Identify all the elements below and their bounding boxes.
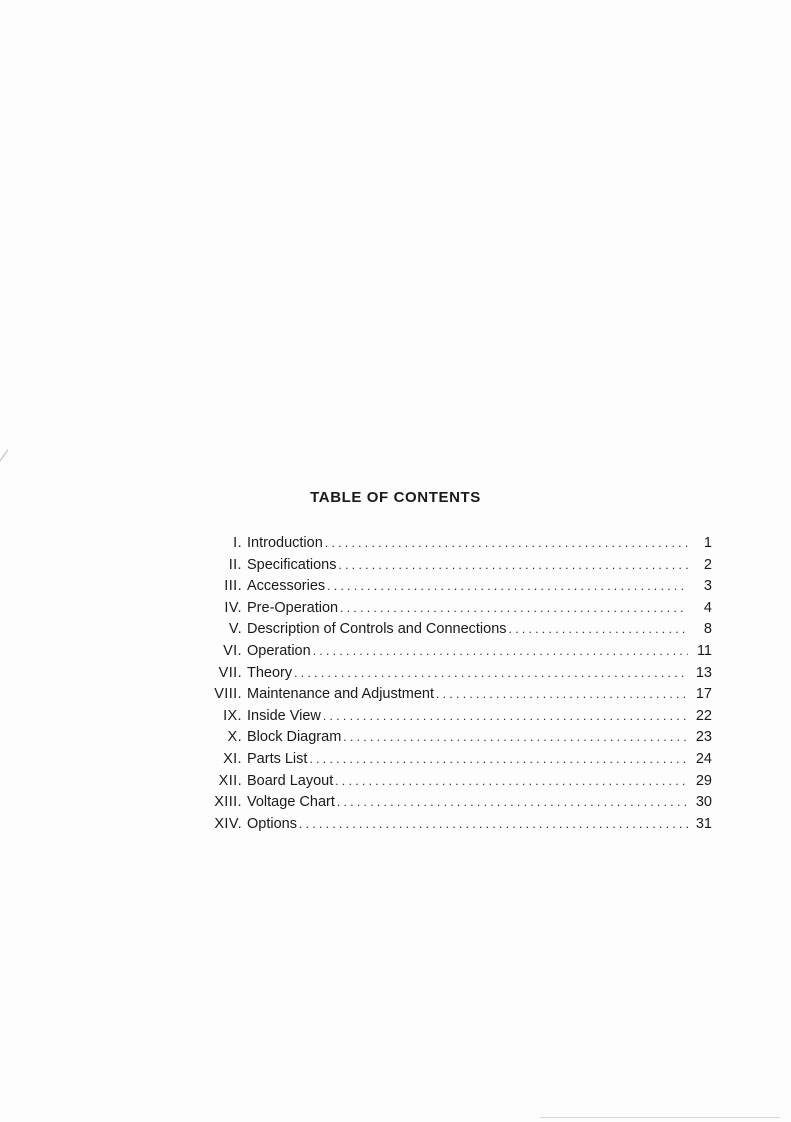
scan-artifact-mark (0, 449, 8, 463)
toc-entry-label: Theory (247, 664, 293, 681)
toc-entry-options (196, 814, 712, 836)
dot-leader (299, 814, 688, 836)
toc-entry-pre-operation (196, 598, 712, 620)
toc-entry-page: 4 (703, 599, 712, 616)
toc-entry-number: V. (228, 621, 242, 638)
dot-leader (338, 555, 688, 577)
dot-leader (337, 792, 688, 814)
dot-leader (325, 533, 688, 555)
dot-leader (343, 727, 688, 749)
toc-entry-label: Board Layout (247, 772, 334, 789)
toc-entry-page: 17 (695, 686, 712, 703)
toc-entry-page: 13 (695, 664, 712, 681)
toc-entry-label: Description of Controls and Connections (247, 621, 507, 638)
toc-list (196, 533, 712, 835)
toc-entry-page: 2 (703, 556, 712, 573)
dot-leader (313, 641, 688, 663)
toc-entry-label: Pre-Operation (247, 599, 339, 616)
toc-entry-page: 1 (703, 535, 712, 551)
dot-leader (323, 706, 688, 728)
toc-entry-label: Introduction (247, 535, 323, 551)
toc-entry-accessories (196, 576, 712, 598)
dot-leader (509, 619, 688, 641)
toc-entry-label: Accessories (247, 578, 326, 595)
toc-entry-page: 29 (695, 772, 712, 789)
toc-entry-number: VI. (223, 642, 242, 659)
toc-entry-specifications (196, 555, 712, 577)
toc-entry-label: Block Diagram (247, 729, 342, 746)
toc-entry-number: I. (233, 535, 242, 551)
toc-entry-number: XIV. (214, 815, 242, 832)
toc-entry-number: III. (224, 578, 242, 595)
dot-leader (327, 576, 688, 598)
scan-artifact-line (540, 1117, 780, 1118)
toc-entry-number: IX. (223, 707, 242, 724)
toc-entry-number: II. (228, 556, 242, 573)
toc-entry-maintenance (196, 684, 712, 706)
toc-entry-label: Operation (247, 642, 311, 659)
toc-entry-label: Specifications (247, 556, 337, 573)
toc-entry-inside-view (196, 706, 712, 728)
toc-heading: TABLE OF CONTENTS (310, 489, 481, 506)
toc-entry-number: XI. (223, 750, 242, 767)
toc-entry-block-diagram (196, 727, 712, 749)
toc-entry-number: XII. (218, 772, 242, 789)
toc-entry-number: IV. (224, 599, 242, 616)
toc-entry-page: 11 (696, 642, 712, 659)
dot-leader (309, 749, 688, 771)
toc-entry-label: Inside View (247, 707, 321, 724)
toc-entry-number: VII. (218, 664, 242, 681)
dot-leader (335, 771, 688, 793)
toc-entry-theory (196, 663, 712, 685)
dot-leader (294, 663, 688, 685)
toc-entry-page: 22 (695, 707, 712, 724)
toc-entry-operation (196, 641, 712, 663)
toc-entry-controls-connections (196, 619, 712, 641)
toc-entry-page: 23 (695, 729, 712, 746)
dot-leader (436, 684, 688, 706)
toc-entry-number: XIII. (214, 794, 242, 811)
toc-entry-page: 31 (695, 815, 712, 832)
toc-entry-voltage-chart (196, 792, 712, 814)
toc-entry-page: 3 (703, 578, 712, 595)
toc-entry-label: Parts List (247, 750, 308, 767)
toc-entry-number: VIII. (214, 686, 242, 703)
toc-entry-parts-list (196, 749, 712, 771)
toc-entry-page: 30 (695, 794, 712, 811)
toc-entry-page: 24 (695, 750, 712, 767)
toc-entry-label: Options (247, 815, 297, 832)
toc-entry-board-layout (196, 771, 712, 793)
toc-entry-page: 8 (703, 621, 712, 638)
dot-leader (340, 598, 688, 620)
toc-entry-introduction (196, 533, 712, 555)
toc-entry-number: X. (227, 729, 242, 746)
toc-entry-label: Voltage Chart (247, 794, 335, 811)
toc-entry-label: Maintenance and Adjustment (247, 686, 435, 703)
